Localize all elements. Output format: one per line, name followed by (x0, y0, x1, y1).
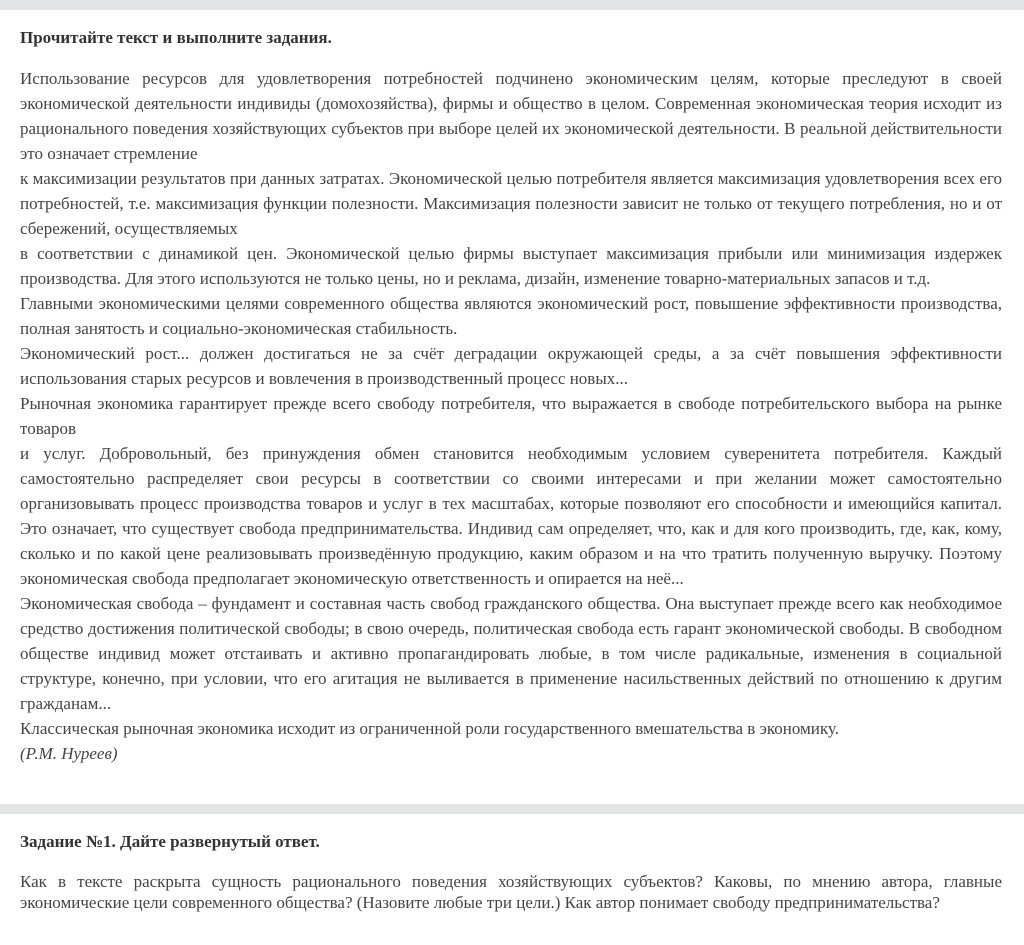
reading-paragraph: и услуг. Добровольный, без принуждения обмен становится необходимым условием суверенитета потребителя. Каждый самостоятельно распределяет свои ресурсы в соответствии со своими интересами и при желании может самостоятельно организовывать процесс производства товаров и услуг в тех масштабах, которые позволяют его способности и имеющийся капитал. Это означает, что существует свобода предпринимательства. Индивид сам определяет, что, как и для кого производить, где, как, кому, сколько и по какой цене реализовывать произведённую продукцию, каким образом и на что тратить полученную выручку. Поэтому экономическая свобода предполагает экономическую ответственность и опирается на неё... (20, 444, 1002, 588)
author-attribution: (Р.М. Нуреев) (20, 744, 118, 763)
task-card (0, 814, 1024, 945)
task-title: Задание №1. Дайте развернутый ответ. (20, 832, 320, 851)
reading-paragraph: Классическая рыночная экономика исходит из ограниченной роли государственного вмешательства в экономику. (20, 719, 839, 738)
reading-paragraph: Главными экономическими целями современного общества являются экономический рост, повышение эффективности производства, полная занятость и социально-экономическая стабильность. (20, 294, 1002, 338)
reading-paragraph: в соответствии с динамикой цен. Экономической целью фирмы выступает максимизация прибыли или минимизация издержек производства. Для этого используются не только цены, но и реклама, дизайн, изменение товарно-материальных запасов и т.д. (20, 244, 1002, 288)
task-question: Как в тексте раскрыта сущность рационального поведения хозяйствующих субъектов? Каковы, по мнению автора, главные экономические цели современного общества? (Назовите любые три цели.) Как автор понимает свободу предпринимательства? (20, 872, 1002, 912)
reading-text (20, 66, 1002, 766)
reading-paragraph: Экономический рост... должен достигаться не за счёт деградации окружающей среды, а за счёт повышения эффективности использования старых ресурсов и вовлечения в производственный процесс новых... (20, 344, 1002, 388)
reading-paragraph: Экономическая свобода – фундамент и составная часть свобод гражданского общества. Она выступает прежде всего как необходимое средство достижения политической свободы; в свою очередь, политическая свобода есть гарант экономической свободы. В свободном обществе индивид может отстаивать и активно пропагандировать любые, в том числе радикальные, изменения в социальной структуре, конечно, при условии, что его агитация не выливается в применение насильственных действий по отношению к другим гражданам... (20, 594, 1002, 713)
reading-paragraph: Использование ресурсов для удовлетворения потребностей подчинено экономическим целям, которые преследуют в своей экономической деятельности индивиды (домохозяйства), фирмы и общество в целом. Современная экономическая теория исходит из рационального поведения хозяйствующих субъектов при выборе целей их экономической деятельности. В реальной действительности это означает стремление (20, 69, 1002, 163)
reading-paragraph: Рыночная экономика гарантирует прежде всего свободу потребителя, что выражается в свободе потребительского выбора на рынке товаров (20, 394, 1002, 438)
reading-paragraph: к максимизации результатов при данных затратах. Экономической целью потребителя является максимизация удовлетворения всех его потребностей, т.е. максимизация функции полезности. Максимизация полезности зависит не только от текущего потребления, но и от сбережений, осуществляемых (20, 169, 1002, 238)
reading-card (0, 10, 1024, 804)
reading-title: Прочитайте текст и выполните задания. (20, 28, 332, 47)
